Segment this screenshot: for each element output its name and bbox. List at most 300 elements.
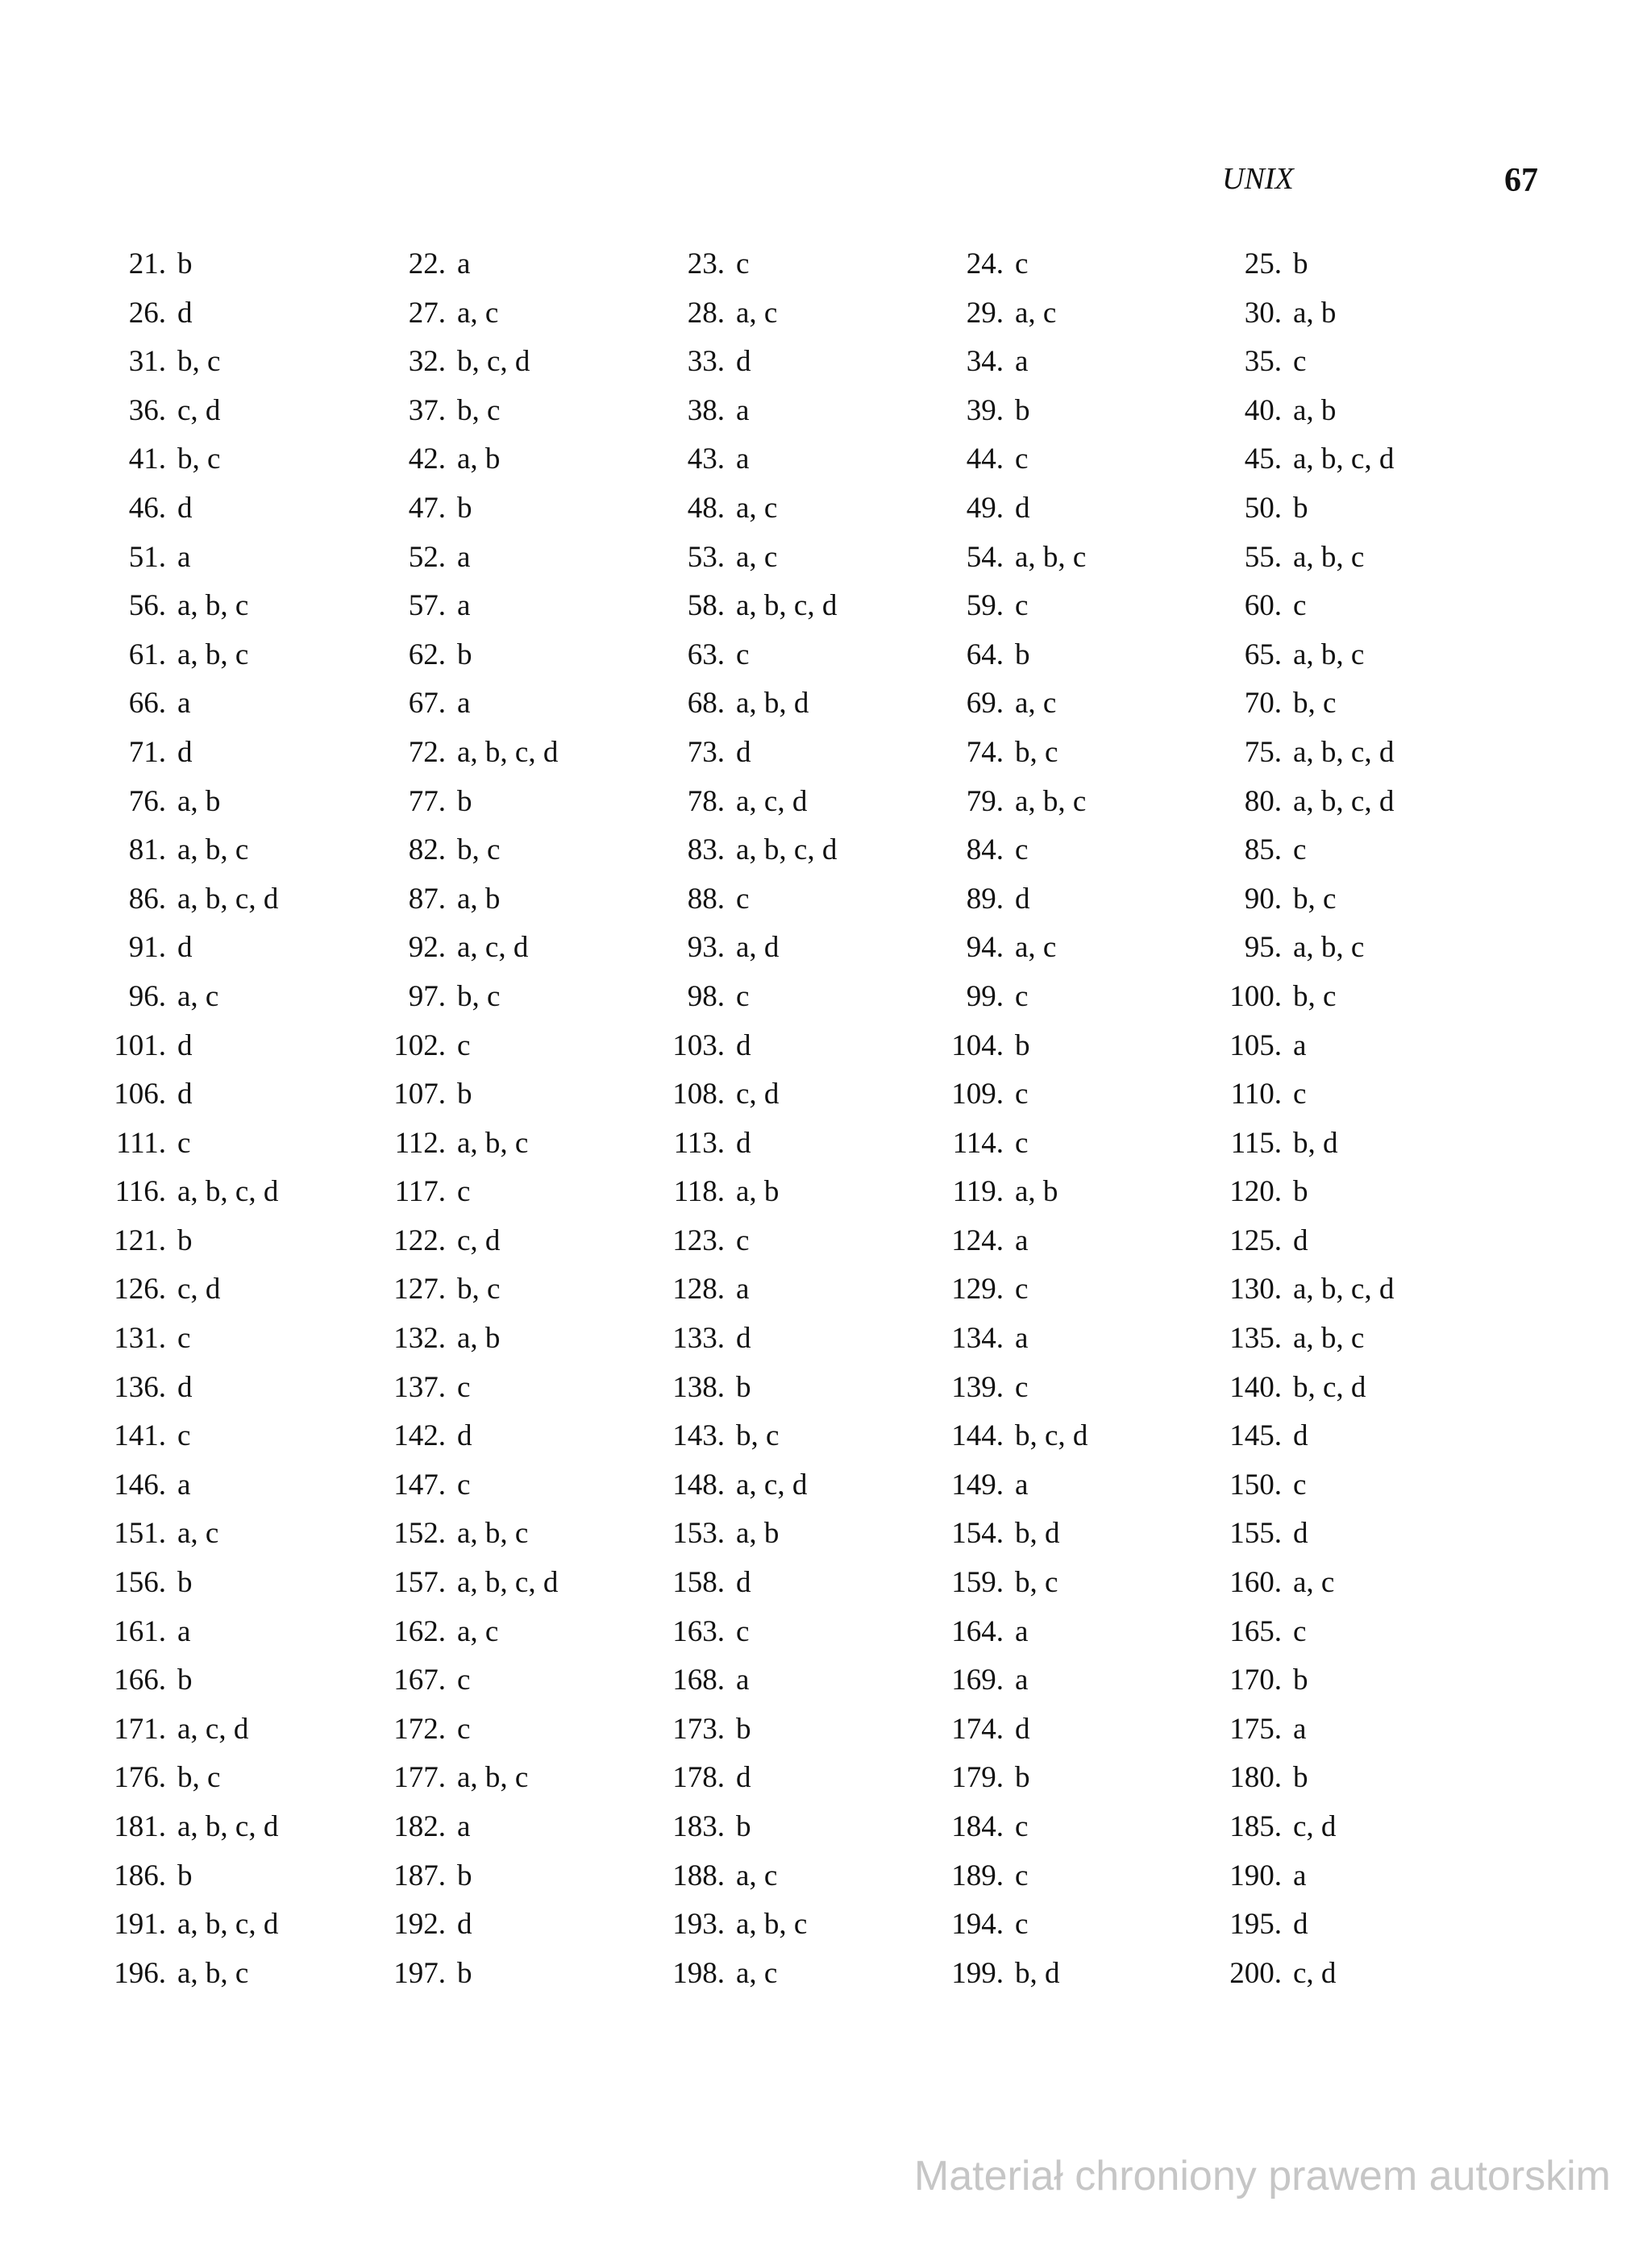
- answer-item: [647, 1072, 938, 1117]
- answer-choices: d: [457, 1908, 472, 1942]
- answer-row: [0, 1951, 1651, 2000]
- answer-choices: a, b, c: [177, 1956, 249, 1990]
- question-number: 184.: [951, 1810, 1004, 1843]
- answer-item: [1204, 681, 1495, 726]
- answer-item: [926, 291, 1216, 336]
- answer-choices: b: [1293, 247, 1308, 280]
- answer-row: [0, 1121, 1651, 1170]
- answer-choices: b, c: [177, 345, 221, 379]
- answer-choices: a, c: [457, 1614, 499, 1648]
- question-number: 125.: [1229, 1223, 1282, 1257]
- answer-choices: c: [736, 979, 750, 1013]
- answer-item: [89, 1854, 379, 1899]
- question-number: 175.: [1229, 1712, 1282, 1746]
- question-number: 130.: [1229, 1273, 1282, 1306]
- question-number: 113.: [673, 1126, 725, 1160]
- answer-choices: a, c, d: [736, 784, 808, 818]
- answer-choices: c: [736, 882, 750, 916]
- answer-choices: b, c, d: [1015, 1419, 1088, 1453]
- answer-item: [647, 1169, 938, 1215]
- answer-choices: b: [736, 1810, 751, 1843]
- answer-item: [647, 486, 938, 531]
- answer-choices: c: [1015, 247, 1029, 280]
- question-number: 159.: [951, 1566, 1004, 1600]
- question-number: 174.: [951, 1712, 1004, 1746]
- answer-choices: a: [177, 687, 191, 721]
- answer-choices: a: [1293, 1712, 1307, 1746]
- answer-item: [368, 1610, 659, 1655]
- answer-choices: c: [457, 1712, 471, 1746]
- answer-choices: a, b: [1015, 1175, 1058, 1209]
- answer-item: [89, 925, 379, 970]
- question-number: 49.: [966, 491, 1004, 525]
- question-number: 61.: [128, 638, 166, 671]
- question-number: 144.: [951, 1419, 1004, 1453]
- answer-choices: a, c: [1015, 931, 1057, 965]
- question-number: 102.: [393, 1028, 446, 1062]
- question-number: 33.: [687, 345, 725, 379]
- question-number: 71.: [128, 735, 166, 769]
- answer-item: [368, 925, 659, 970]
- answer-choices: a, b, c: [1015, 784, 1087, 818]
- answer-item: [1204, 1463, 1495, 1508]
- answer-choices: c: [736, 1614, 750, 1648]
- answer-choices: a, c: [736, 1956, 778, 1990]
- answer-item: [647, 1805, 938, 1850]
- question-number: 162.: [393, 1614, 446, 1648]
- question-number: 70.: [1244, 687, 1282, 721]
- answer-item: [89, 1121, 379, 1166]
- answer-item: [89, 242, 379, 287]
- answer-item: [89, 1169, 379, 1215]
- question-number: 131.: [114, 1322, 166, 1356]
- question-number: 55.: [1244, 540, 1282, 574]
- answer-choices: b, c: [177, 442, 221, 476]
- answer-choices: d: [1015, 882, 1030, 916]
- answer-item: [926, 730, 1216, 775]
- answer-item: [368, 242, 659, 287]
- answer-choices: b: [736, 1712, 751, 1746]
- question-number: 106.: [114, 1078, 166, 1111]
- answer-item: [89, 1024, 379, 1069]
- question-number: 88.: [687, 882, 725, 916]
- answer-item: [89, 1610, 379, 1655]
- question-number: 79.: [966, 784, 1004, 818]
- answer-item: [89, 1560, 379, 1605]
- answer-choices: b: [1015, 1761, 1030, 1795]
- question-number: 155.: [1229, 1517, 1282, 1551]
- answer-item: [368, 1902, 659, 1947]
- question-number: 166.: [114, 1664, 166, 1697]
- question-number: 147.: [393, 1468, 446, 1502]
- question-number: 199.: [951, 1956, 1004, 1990]
- answer-item: [647, 1610, 938, 1655]
- answer-choices: d: [177, 1028, 193, 1062]
- question-number: 35.: [1244, 345, 1282, 379]
- answer-choices: a, c: [177, 979, 219, 1013]
- answer-item: [926, 1463, 1216, 1508]
- question-number: 179.: [951, 1761, 1004, 1795]
- answer-item: [89, 1658, 379, 1703]
- question-number: 104.: [951, 1028, 1004, 1062]
- answer-item: [1204, 1121, 1495, 1166]
- answer-item: [89, 1805, 379, 1850]
- answer-choices: a: [1015, 1468, 1029, 1502]
- answer-choices: b: [457, 1956, 472, 1990]
- answer-item: [368, 730, 659, 775]
- answer-item: [89, 1267, 379, 1312]
- question-number: 172.: [393, 1712, 446, 1746]
- question-number: 29.: [966, 296, 1004, 330]
- answer-item: [368, 1072, 659, 1117]
- question-number: 41.: [128, 442, 166, 476]
- answer-choices: a, b, c: [177, 638, 249, 671]
- answer-item: [89, 1951, 379, 1996]
- answer-item: [368, 1219, 659, 1264]
- answer-choices: d: [736, 735, 751, 769]
- question-number: 180.: [1229, 1761, 1282, 1795]
- answer-item: [1204, 388, 1495, 434]
- question-number: 90.: [1244, 882, 1282, 916]
- question-number: 189.: [951, 1859, 1004, 1892]
- answer-item: [368, 1805, 659, 1850]
- answer-choices: b, c: [1015, 1566, 1058, 1600]
- answer-row: [0, 1072, 1651, 1121]
- question-number: 100.: [1229, 979, 1282, 1013]
- answer-item: [1204, 339, 1495, 384]
- answer-choices: b, d: [1015, 1517, 1060, 1551]
- question-number: 181.: [114, 1810, 166, 1843]
- question-number: 115.: [1230, 1126, 1282, 1160]
- running-head-title: UNIX: [1222, 162, 1294, 196]
- question-number: 114.: [952, 1126, 1004, 1160]
- answer-choices: a, b: [457, 1322, 501, 1356]
- answer-choices: c, d: [1293, 1956, 1337, 1990]
- answer-choices: b: [1015, 638, 1030, 671]
- answer-choices: a, b, c: [457, 1517, 529, 1551]
- question-number: 34.: [966, 345, 1004, 379]
- answer-item: [1204, 730, 1495, 775]
- answer-choices: a, b, c: [1293, 638, 1365, 671]
- answer-item: [368, 1463, 659, 1508]
- question-number: 45.: [1244, 442, 1282, 476]
- answer-choices: a: [457, 687, 471, 721]
- answer-item: [647, 1658, 938, 1703]
- answer-item: [926, 1169, 1216, 1215]
- question-number: 173.: [672, 1712, 725, 1746]
- answer-item: [1204, 291, 1495, 336]
- answer-item: [647, 535, 938, 580]
- answer-row: [0, 1511, 1651, 1560]
- question-number: 31.: [128, 345, 166, 379]
- question-number: 77.: [408, 784, 446, 818]
- copyright-watermark: Materiał chroniony prawem autorskim: [913, 2153, 1611, 2199]
- question-number: 48.: [687, 491, 725, 525]
- answer-item: [647, 828, 938, 873]
- answer-choices: a, b, c: [736, 1908, 808, 1942]
- answer-row: [0, 242, 1651, 291]
- answer-item: [1204, 1951, 1495, 1996]
- answer-item: [368, 486, 659, 531]
- answer-choices: b, c: [457, 979, 501, 1013]
- question-number: 117.: [394, 1175, 446, 1209]
- answer-choices: c: [457, 1028, 471, 1062]
- answer-item: [647, 1267, 938, 1312]
- question-number: 133.: [672, 1322, 725, 1356]
- answer-choices: b: [177, 1859, 193, 1892]
- answer-item: [368, 828, 659, 873]
- answer-item: [647, 388, 938, 434]
- answer-choices: a, b: [457, 882, 501, 916]
- answer-item: [926, 1902, 1216, 1947]
- answer-choices: d: [177, 931, 193, 965]
- answer-choices: a: [736, 442, 750, 476]
- answer-choices: c: [1293, 833, 1307, 867]
- answer-row: [0, 974, 1651, 1024]
- question-number: 80.: [1244, 784, 1282, 818]
- answer-choices: a: [736, 1664, 750, 1697]
- question-number: 136.: [114, 1370, 166, 1404]
- question-number: 192.: [393, 1908, 446, 1942]
- answer-item: [368, 1169, 659, 1215]
- answer-item: [368, 1316, 659, 1361]
- answer-choices: a: [1293, 1028, 1307, 1062]
- answer-choices: a: [457, 247, 471, 280]
- question-number: 167.: [393, 1664, 446, 1697]
- answer-choices: b, c: [1293, 979, 1337, 1013]
- answer-choices: c: [1293, 345, 1307, 379]
- answer-choices: a: [1015, 345, 1029, 379]
- question-number: 66.: [128, 687, 166, 721]
- answer-item: [1204, 1658, 1495, 1703]
- question-number: 69.: [966, 687, 1004, 721]
- answer-choices: a, b, c, d: [1293, 784, 1395, 818]
- answer-choices: d: [1015, 1712, 1030, 1746]
- question-number: 196.: [114, 1956, 166, 1990]
- answer-row: [0, 633, 1651, 682]
- question-number: 91.: [128, 931, 166, 965]
- question-number: 111.: [115, 1126, 166, 1160]
- answer-item: [368, 1267, 659, 1312]
- question-number: 148.: [672, 1468, 725, 1502]
- question-number: 82.: [408, 833, 446, 867]
- answer-row: [0, 1414, 1651, 1463]
- answer-item: [368, 339, 659, 384]
- question-number: 60.: [1244, 589, 1282, 623]
- question-number: 156.: [114, 1566, 166, 1600]
- question-number: 141.: [114, 1419, 166, 1453]
- answer-choices: b, c: [457, 1273, 501, 1306]
- answer-item: [1204, 779, 1495, 825]
- question-number: 170.: [1229, 1664, 1282, 1697]
- question-number: 149.: [951, 1468, 1004, 1502]
- question-number: 74.: [966, 735, 1004, 769]
- answer-item: [647, 1414, 938, 1459]
- answer-item: [1204, 1610, 1495, 1655]
- answer-choices: b: [457, 491, 472, 525]
- question-number: 152.: [393, 1517, 446, 1551]
- question-number: 109.: [951, 1078, 1004, 1111]
- question-number: 135.: [1229, 1322, 1282, 1356]
- question-number: 40.: [1244, 393, 1282, 427]
- answer-item: [368, 1755, 659, 1801]
- answer-row: [0, 1805, 1651, 1854]
- answer-choices: a: [1015, 1223, 1029, 1257]
- answer-choices: c: [1015, 1273, 1029, 1306]
- answer-choices: c, d: [736, 1078, 780, 1111]
- answer-item: [1204, 1316, 1495, 1361]
- answer-choices: c, d: [177, 1273, 221, 1306]
- answer-choices: b: [1293, 1761, 1308, 1795]
- answer-choices: a, b: [1293, 296, 1337, 330]
- answer-choices: b: [1293, 1175, 1308, 1209]
- answer-item: [926, 1854, 1216, 1899]
- answer-item: [647, 730, 938, 775]
- answer-item: [647, 339, 938, 384]
- answer-item: [926, 1805, 1216, 1850]
- question-number: 96.: [128, 979, 166, 1013]
- answer-choices: d: [736, 1761, 751, 1795]
- answer-choices: a, b, d: [736, 687, 809, 721]
- question-number: 27.: [408, 296, 446, 330]
- answer-item: [926, 681, 1216, 726]
- answer-item: [89, 1902, 379, 1947]
- answer-item: [926, 1316, 1216, 1361]
- answer-choices: a, b, c, d: [736, 833, 838, 867]
- answer-choices: b, c: [457, 393, 501, 427]
- answer-row: [0, 339, 1651, 388]
- answer-item: [926, 584, 1216, 629]
- answer-item: [368, 1511, 659, 1556]
- answer-choices: a, c: [736, 491, 778, 525]
- answer-row: [0, 584, 1651, 633]
- answer-item: [89, 633, 379, 678]
- question-number: 121.: [114, 1223, 166, 1257]
- answer-choices: c: [1015, 1908, 1029, 1942]
- question-number: 59.: [966, 589, 1004, 623]
- question-number: 195.: [1229, 1908, 1282, 1942]
- answer-choices: b: [736, 1370, 751, 1404]
- answer-item: [89, 1072, 379, 1117]
- answer-item: [926, 1755, 1216, 1801]
- question-number: 129.: [951, 1273, 1004, 1306]
- answer-choices: b, c: [177, 1761, 221, 1795]
- answer-choices: a, c: [1015, 296, 1057, 330]
- answer-choices: b: [457, 1859, 472, 1892]
- answer-item: [926, 828, 1216, 873]
- answer-row: [0, 535, 1651, 584]
- answer-item: [89, 877, 379, 922]
- answer-item: [1204, 1024, 1495, 1069]
- answer-choices: a, c, d: [177, 1712, 249, 1746]
- answer-item: [89, 730, 379, 775]
- answer-item: [1204, 1560, 1495, 1605]
- answer-choices: c: [1293, 1614, 1307, 1648]
- answer-choices: a, c: [736, 1859, 778, 1892]
- answer-item: [647, 1854, 938, 1899]
- question-number: 105.: [1229, 1028, 1282, 1062]
- answer-choices: d: [1293, 1223, 1308, 1257]
- answer-item: [926, 974, 1216, 1020]
- answer-item: [926, 1219, 1216, 1264]
- question-number: 187.: [393, 1859, 446, 1892]
- answer-key-grid: [0, 242, 1651, 2000]
- answer-item: [647, 291, 938, 336]
- question-number: 89.: [966, 882, 1004, 916]
- answer-item: [926, 1365, 1216, 1410]
- answer-row: [0, 1658, 1651, 1707]
- question-number: 154.: [951, 1517, 1004, 1551]
- answer-choices: a, b, c: [177, 589, 249, 623]
- answer-choices: c: [1015, 589, 1029, 623]
- question-number: 178.: [672, 1761, 725, 1795]
- answer-item: [926, 1267, 1216, 1312]
- answer-item: [89, 1511, 379, 1556]
- answer-item: [647, 681, 938, 726]
- answer-choices: a: [1015, 1322, 1029, 1356]
- answer-choices: b: [1293, 491, 1308, 525]
- question-number: 185.: [1229, 1810, 1282, 1843]
- answer-item: [368, 1658, 659, 1703]
- question-number: 97.: [408, 979, 446, 1013]
- question-number: 23.: [687, 247, 725, 280]
- question-number: 65.: [1244, 638, 1282, 671]
- answer-choices: c, d: [1293, 1810, 1337, 1843]
- question-number: 83.: [687, 833, 725, 867]
- answer-choices: c: [1015, 1078, 1029, 1111]
- answer-item: [647, 1511, 938, 1556]
- answer-item: [368, 1951, 659, 1996]
- answer-item: [1204, 1854, 1495, 1899]
- answer-choices: c: [177, 1322, 191, 1356]
- answer-choices: a, c: [1293, 1566, 1335, 1600]
- answer-item: [1204, 437, 1495, 482]
- answer-item: [647, 1755, 938, 1801]
- question-number: 143.: [672, 1419, 725, 1453]
- answer-item: [89, 1365, 379, 1410]
- answer-item: [89, 1316, 379, 1361]
- answer-item: [647, 1560, 938, 1605]
- question-number: 78.: [687, 784, 725, 818]
- question-number: 63.: [687, 638, 725, 671]
- answer-choices: a, b, c: [457, 1126, 529, 1160]
- question-number: 126.: [114, 1273, 166, 1306]
- question-number: 157.: [393, 1566, 446, 1600]
- answer-item: [368, 633, 659, 678]
- answer-item: [1204, 877, 1495, 922]
- answer-choices: c: [1015, 979, 1029, 1013]
- question-number: 153.: [672, 1517, 725, 1551]
- question-number: 120.: [1229, 1175, 1282, 1209]
- answer-choices: a, b: [736, 1517, 780, 1551]
- answer-choices: a, b: [1293, 393, 1337, 427]
- question-number: 124.: [951, 1223, 1004, 1257]
- answer-row: [0, 437, 1651, 486]
- question-number: 197.: [393, 1956, 446, 1990]
- answer-row: [0, 877, 1651, 926]
- answer-choices: a, b, c, d: [1293, 1273, 1395, 1306]
- question-number: 75.: [1244, 735, 1282, 769]
- answer-choices: c: [736, 638, 750, 671]
- answer-choices: a: [736, 393, 750, 427]
- page-number: 67: [1504, 162, 1538, 199]
- answer-item: [89, 388, 379, 434]
- question-number: 95.: [1244, 931, 1282, 965]
- question-number: 150.: [1229, 1468, 1282, 1502]
- answer-choices: c: [1015, 1370, 1029, 1404]
- question-number: 76.: [128, 784, 166, 818]
- answer-choices: b, c: [1293, 687, 1337, 721]
